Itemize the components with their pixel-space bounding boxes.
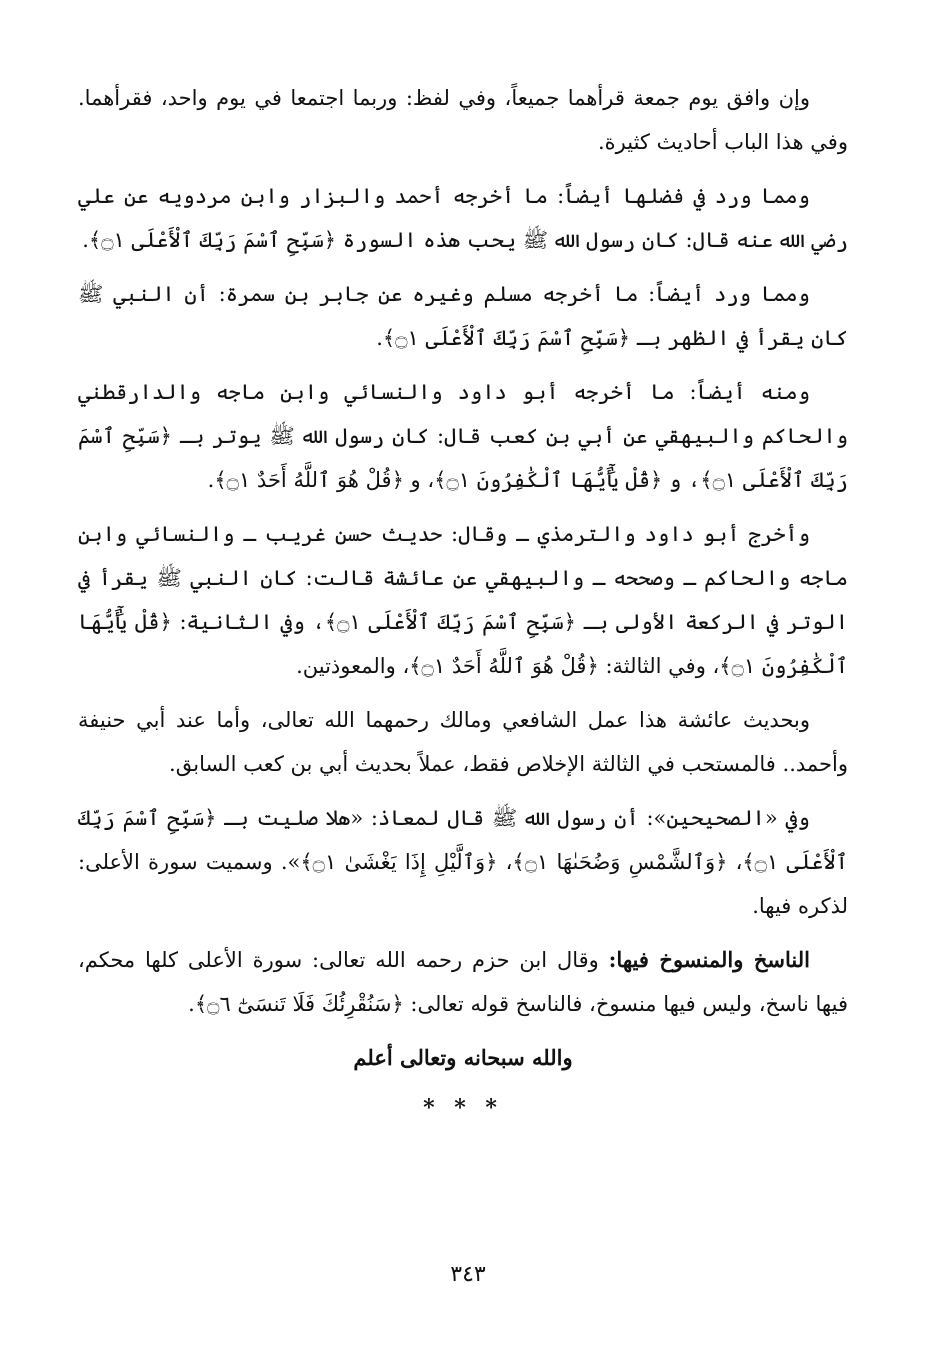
paragraph-7: وفي «الصحيحين»: أن رسول الله ﷺ قال لمعاذ: «هلا صليت بـ ﴿سَبِّحِ ٱسْمَ رَبِّكَ ٱلْأَعْلَى ۝١﴾، ﴿وَٱلشَّمْسِ وَضُحَىٰهَا ۝١﴾، ﴿وَٱلَّيْلِ إِذَا يَغْشَىٰ ۝١﴾». وسميت سورة الأعلى: لذكره فيها. xyxy=(78,806,848,918)
paragraph-6: وبحديث عائشة هذا عمل الشافعي ومالك رحمهما الله تعالى، وأما عند أبي حنيفة وأحمد.. فالمستحب في الثالثة الإخلاص فقط، عملاً بحديث أبي بن كعب السابق. xyxy=(78,708,848,776)
section-separator: * * * xyxy=(423,1095,503,1121)
abrogation-heading: الناسخ والمنسوخ فيها: xyxy=(608,947,810,972)
abrogation-paragraph xyxy=(78,938,848,1026)
page-body xyxy=(78,76,848,1126)
paragraph-5: وأخرج أبو داود والترمذي ـ وقال: حديث حسن غريب ـ والنسائي وابن ماجه والحاكم ـ وصححه ـ والبيهقي عن عائشة قالت: كان النبي ﷺ يقرأ في الوتر في الركعة الأولى بـ ﴿سَبِّحِ ٱسْمَ رَبِّكَ ٱلْأَعْلَى ۝١﴾، وفي الثانية: ﴿قُلْ يَٰٓأَيُّهَا ٱلْكَٰفِرُونَ ۝١﴾، وفي الثالثة: ﴿قُلْ هُوَ ٱللَّهُ أَحَدٌ ۝١﴾، والمعوذتين. xyxy=(78,522,848,678)
closing-line: والله سبحانه وتعالى أعلم xyxy=(353,1045,573,1070)
paragraph-3: ومما ورد أيضاً: ما أخرجه مسلم وغيره عن جابر بن سمرة: أن النبي ﷺ كان يقرأ في الظهر بـ ﴿سَبِّحِ ٱسْمَ رَبِّكَ ٱلْأَعْلَى ۝١﴾. xyxy=(78,282,848,350)
paragraph-2: ومما ورد في فضلها أيضاً: ما أخرجه أحمد والبزار وابن مردويه عن علي رضي الله عنه قال: كان رسول الله ﷺ يحب هذه السورة ﴿سَبِّحِ ٱسْمَ رَبِّكَ ٱلْأَعْلَى ۝١﴾. xyxy=(78,184,848,252)
paragraph-1: وإن وافق يوم جمعة قرأهما جميعاً، وفي لفظ: وربما اجتمعا في يوم واحد، فقرأهما. وفي هذا الباب أحاديث كثيرة. xyxy=(78,86,848,154)
page-number: ٣٤٣ xyxy=(450,1262,486,1287)
abrogation-text: وقال ابن حزم رحمه الله تعالى: سورة الأعلى كلها محكم، فيها ناسخ، وليس فيها منسوخ، فالناسخ قوله تعالى: ﴿سَنُقْرِئُكَ فَلَا تَنسَىٰٓ ۝٦﴾. xyxy=(78,948,848,1016)
paragraph-4: ومنه أيضاً: ما أخرجه أبو داود والنسائي وابن ماجه والدارقطني والحاكم والبيهقي عن أبي بن كعب قال: كان رسول الله ﷺ يوتر بـ ﴿سَبِّحِ ٱسْمَ رَبِّكَ ٱلْأَعْلَى ۝١﴾، و ﴿قُلْ يَٰٓأَيُّهَا ٱلْكَٰفِرُونَ ۝١﴾، و ﴿قُلْ هُوَ ٱللَّهُ أَحَدٌ ۝١﴾. xyxy=(78,380,848,492)
